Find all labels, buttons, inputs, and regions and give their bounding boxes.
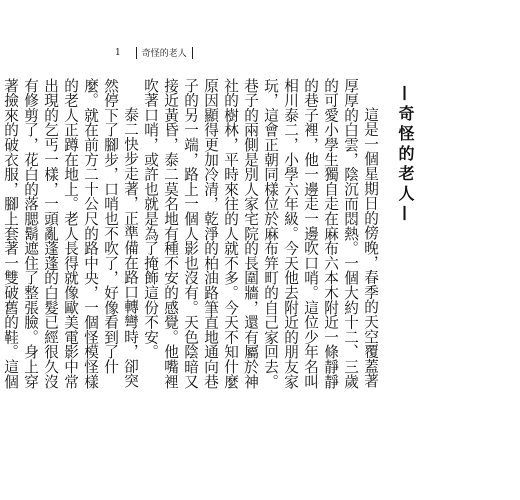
- running-header: [115, 46, 198, 59]
- paragraph: 泰二快步走著，正準備在路口轉彎時，卻突然停下了腳步，口哨也不吹了，好像看到了什麼。就在前方二十公尺的路中央，一個怪模怪樣的老人正蹲在地上。老人長得就像歐美電影中常出現的乞丐一樣，一頭亂蓬蓬的白髮已經很久沒有修剪了，花白的落腮鬍遮住了整張臉。身上穿著撿來的破衣服，腳上套著一雙破舊的鞋。這個: [2, 78, 139, 389]
- header-divider-right: [192, 47, 193, 59]
- running-title: 奇怪的老人: [141, 49, 187, 59]
- paragraph: 這是一個星期日的傍晚，春季的天空覆蓋著厚厚的白雲，陰沉而悶熱。一個大約十二、三歲的可愛小學生獨自走在麻布六本木附近一條靜靜的巷子裡，他一邊走一邊吹口哨。這位少年名叫相川泰二，小學六年級。今天他去附近的朋友家玩，這會正朝同樣位於麻布笄町的自己家回去。巷子的兩側是別人家宅院的長圍牆，還有屬於神社的樹林，平時來往的人就不多。今天不知什麼原因顯得更加冷清，乾淨的柏油路筆直地通向巷子的另一端，路上一個人影也沒有。天色陰暗又接近黃昏，泰二莫名地有種不安的感覺。他嘴裡吹著口哨，或許也就是為了掩飾這份不安。: [142, 78, 379, 389]
- header-divider: [136, 47, 137, 59]
- page-number: 1: [115, 47, 121, 58]
- chapter-title: —奇怪的老人—: [396, 85, 415, 225]
- body-text: [0, 78, 380, 403]
